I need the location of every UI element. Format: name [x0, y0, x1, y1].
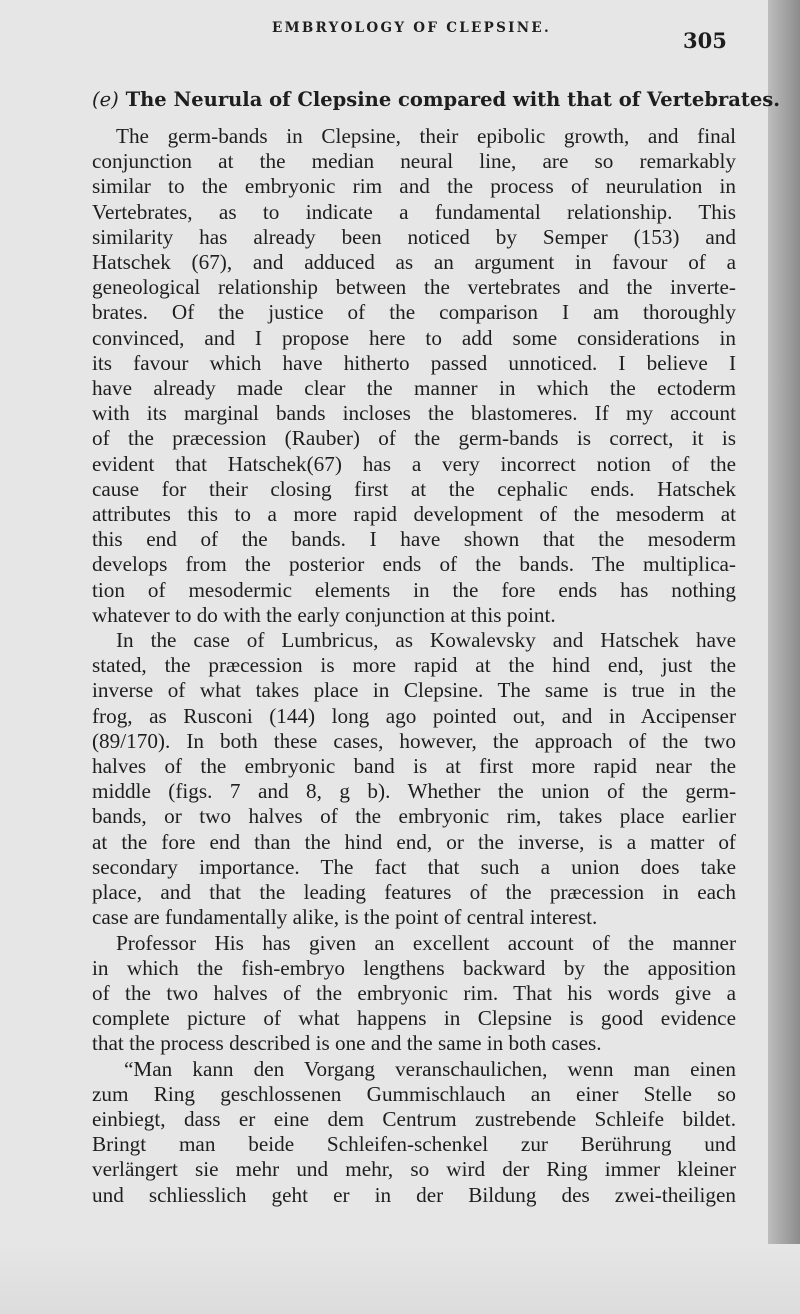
- text-line: frog, as Rusconi (144) long ago pointed out, and in Accipenser: [92, 703, 736, 728]
- text-line: secondary importance. The fact that such a union does take: [92, 854, 736, 879]
- quote-line: einbiegt, dass er eine dem Centrum zustrebende Schleife bildet.: [92, 1106, 736, 1131]
- text-line: its favour which have hitherto passed unnoticed. I believe I: [92, 350, 736, 375]
- text-line: geneological relationship between the vertebrates and the inverte-: [92, 275, 736, 300]
- text-line: in which the fish-embryo lengthens backward by the apposition: [92, 955, 736, 980]
- text-line: at the fore end than the hind end, or the inverse, is a matter of: [92, 829, 736, 854]
- text-line: attributes this to a more rapid development of the mesoderm at: [92, 502, 736, 527]
- text-line: similar to the embryonic rim and the process of neurulation in: [92, 174, 736, 199]
- text-line: this end of the bands. I have shown that the mesoderm: [92, 527, 736, 552]
- text-line: convinced, and I propose here to add some considerations in: [92, 325, 736, 350]
- section-label: (e): [92, 88, 119, 111]
- text-line: Professor His has given an excellent account of the manner: [116, 930, 736, 955]
- text-line: of the præcession (Rauber) of the germ-bands is correct, it is: [92, 426, 736, 451]
- text-line: In the case of Lumbricus, as Kowalevsky and Hatschek have: [116, 628, 736, 653]
- text-line: whatever to do with the early conjunction at this point.: [92, 602, 556, 627]
- quote-line: Bringt man beide Schleifen-schenkel zur Berührung und: [92, 1132, 736, 1157]
- text-line: tion of mesodermic elements in the fore ends has nothing: [92, 577, 736, 602]
- text-line: have already made clear the manner in which the ectoderm: [92, 376, 736, 401]
- page-number: 305: [683, 28, 727, 53]
- text-line: case are fundamentally alike, is the point of central interest.: [92, 905, 598, 930]
- quote-line: zum Ring geschlossenen Gummischlauch an einer Stelle so: [92, 1081, 736, 1106]
- text-line: halves of the embryonic band is at first more rapid near the: [92, 754, 736, 779]
- text-line: Vertebrates, as to indicate a fundamental relationship. This: [92, 199, 736, 224]
- text-line: place, and that the leading features of the præcession in each: [92, 880, 736, 905]
- text-line: conjunction at the median neural line, are so remarkably: [92, 149, 736, 174]
- body-text: [92, 124, 736, 1208]
- text-line: (89/170). In both these cases, however, the approach of the two: [92, 728, 736, 753]
- text-line: middle (figs. 7 and 8, g b). Whether the union of the germ-: [92, 779, 736, 804]
- text-line: bands, or two halves of the embryonic rim, takes place earlier: [92, 804, 736, 829]
- text-line: that the process described is one and the same in both cases.: [92, 1031, 602, 1056]
- text-line: with its marginal bands incloses the blastomeres. If my account: [92, 401, 736, 426]
- text-line: brates. Of the justice of the comparison I am thoroughly: [92, 300, 736, 325]
- section-title: The Neurula of Clepsine compared with that of Vertebrates.: [125, 88, 781, 111]
- quote-line: und schliesslich geht er in der Bildung des zwei-theiligen: [92, 1182, 736, 1207]
- text-line: of the two halves of the embryonic rim. That his words give a: [92, 980, 736, 1005]
- page-edge-shadow: [768, 0, 800, 1314]
- text-line: complete picture of what happens in Clepsine is good evidence: [92, 1006, 736, 1031]
- text-line: Hatschek (67), and adduced as an argument in favour of a: [92, 250, 736, 275]
- text-line: similarity has already been noticed by Semper (153) and: [92, 224, 736, 249]
- page-bottom-margin: [0, 1244, 800, 1314]
- running-head: EMBRYOLOGY OF CLEPSINE.: [272, 20, 551, 36]
- text-line: develops from the posterior ends of the bands. The multiplica-: [92, 552, 736, 577]
- text-line: The germ-bands in Clepsine, their epibolic growth, and final: [116, 124, 736, 148]
- section-heading: [92, 88, 781, 111]
- text-line: cause for their closing first at the cephalic ends. Hatschek: [92, 476, 736, 501]
- text-line: evident that Hatschek(67) has a very incorrect notion of the: [92, 451, 736, 476]
- text-line: inverse of what takes place in Clepsine. The same is true in the: [92, 678, 736, 703]
- text-line: stated, the præcession is more rapid at the hind end, just the: [92, 653, 736, 678]
- quote-line: verlängert sie mehr und mehr, so wird der Ring immer kleiner: [92, 1157, 736, 1182]
- quote-line: “Man kann den Vorgang veranschaulichen, wenn man einen: [124, 1056, 736, 1081]
